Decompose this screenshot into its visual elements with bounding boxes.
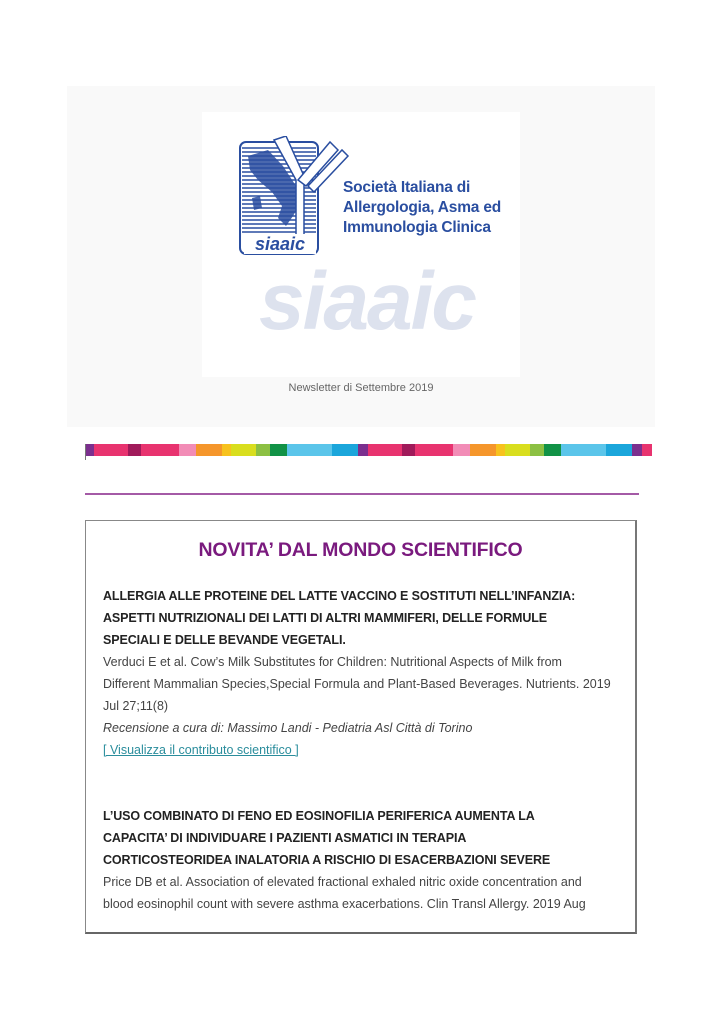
color-strip-segment [496, 444, 505, 456]
article-1 [103, 585, 623, 761]
color-strip-segment [287, 444, 332, 456]
siaaic-watermark: siaaic [259, 256, 475, 347]
section-title: NOVITA’ DAL MONDO SCIENTIFICO [198, 539, 523, 561]
color-strip-segment [358, 444, 368, 456]
color-strip-segment [222, 444, 231, 456]
color-strip-segment [505, 444, 530, 456]
article-title [103, 805, 623, 871]
citation-line: Verduci E et al. Cow’s Milk Substitutes for Children: Nutritional Aspects of Milk from [103, 655, 562, 669]
color-strip-segment [270, 444, 287, 456]
color-strip-segment [530, 444, 544, 456]
article-2 [103, 805, 623, 915]
article-title-line: CAPACITA’ DI INDIVIDUARE I PAZIENTI ASMATICI IN TERAPIA [103, 831, 467, 845]
color-strip-segment [196, 444, 222, 456]
color-strip-segment [606, 444, 632, 456]
article-title-line: SPECIALI E DELLE BEVANDE VEGETALI. [103, 633, 346, 647]
scientific-news-box [85, 520, 637, 934]
society-name [343, 178, 523, 238]
society-name-line: Società Italiana di [343, 179, 471, 196]
color-strip-segment [179, 444, 196, 456]
color-strip-segment [128, 444, 141, 456]
color-strip-segment [561, 444, 606, 456]
citation-line: blood eosinophil count with severe asthma exacerbations. Clin Transl Allergy. 2019 Aug [103, 897, 586, 911]
article-title-line: ASPETTI NUTRIZIONALI DEI LATTI DI ALTRI MAMMIFERI, DELLE FORMULE [103, 611, 548, 625]
siaaic-logo [202, 112, 520, 377]
article-reviewer: Recensione a cura di: Massimo Landi - Pediatria Asl Città di Torino [103, 721, 473, 735]
article-title [103, 585, 623, 651]
color-strip-segment [256, 444, 270, 456]
citation-line: Different Mammalian Species,Special Formula and Plant-Based Beverages. Nutrients. 2019 [103, 677, 611, 691]
article-title-line: CORTICOSTEORIDEA INALATORIA A RISCHIO DI ESACERBAZIONI SEVERE [103, 853, 551, 867]
section-divider [85, 493, 639, 495]
color-strip-segment [632, 444, 642, 456]
article-citation [103, 871, 623, 915]
color-strip-segment [544, 444, 561, 456]
color-strip-divider [85, 444, 656, 456]
society-name-line: Immunologia Clinica [343, 219, 491, 236]
color-strip-segment [141, 444, 179, 456]
color-strip-segment [368, 444, 402, 456]
strip-tick [85, 444, 86, 460]
article-title-line: L’USO COMBINATO DI FENO ED EOSINOFILIA PERIFERICA AUMENTA LA [103, 809, 535, 823]
color-strip-segment [415, 444, 453, 456]
view-contribution-link[interactable]: [ Visualizza il contributo scientifico ] [103, 743, 299, 757]
color-strip-segment [642, 444, 652, 456]
svg-text:siaaic: siaaic [254, 234, 306, 254]
color-strip-segment [231, 444, 256, 456]
citation-line: Price DB et al. Association of elevated fractional exhaled nitric oxide concentration and [103, 875, 582, 889]
color-strip-segment [94, 444, 128, 456]
color-strip-segment [85, 444, 94, 456]
article-title-line: ALLERGIA ALLE PROTEINE DEL LATTE VACCINO E SOSTITUTI NELL’INFANZIA: [103, 589, 576, 603]
siaaic-emblem-icon [238, 136, 350, 256]
article-citation [103, 651, 623, 717]
society-name-line: Allergologia, Asma ed [343, 199, 502, 216]
color-strip-segment [470, 444, 496, 456]
color-strip-segment [453, 444, 470, 456]
color-strip-segment [332, 444, 358, 456]
newsletter-date: Newsletter di Settembre 2019 [288, 382, 434, 394]
citation-line: Jul 27;11(8) [103, 699, 169, 713]
color-strip-segment [402, 444, 415, 456]
